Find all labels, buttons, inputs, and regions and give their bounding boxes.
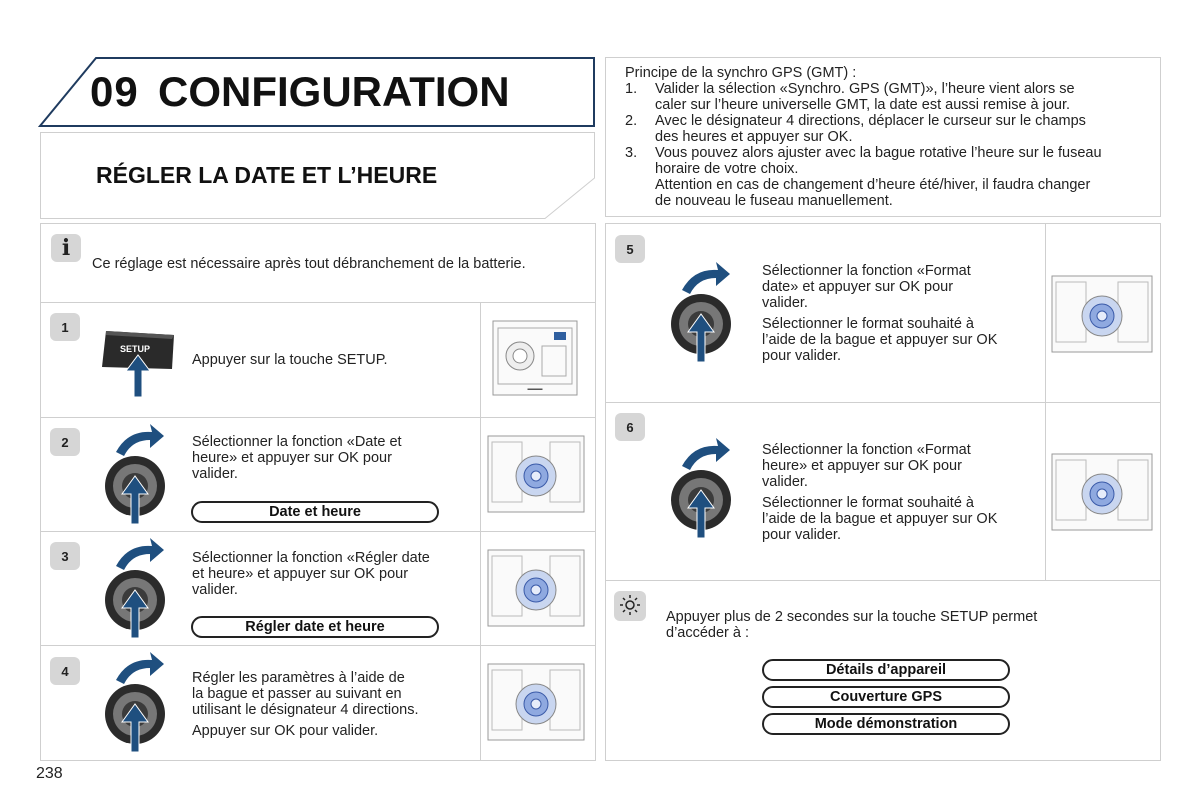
radio-panel-thumbnail [1050, 450, 1154, 536]
svg-text:▬▬▬: ▬▬▬ [527, 386, 543, 392]
setup-key-label: SETUP [119, 344, 151, 354]
step-2-text: Sélectionner la fonction «Date et heure» et appuyer sur OK pour valider. [192, 434, 402, 482]
rotary-knob-icon [668, 260, 734, 364]
step-badge-1: 1 [50, 313, 80, 341]
setup-key-icon [100, 325, 180, 400]
step-badge-2: 2 [50, 428, 80, 456]
step-badge-3: 3 [50, 542, 80, 570]
tip-text: Appuyer plus de 2 secondes sur la touche SETUP permet d’accéder à : [666, 609, 1038, 641]
menu-details-appareil[interactable]: Détails d’appareil [762, 659, 1010, 681]
step-6-text: Sélectionner la fonction «Format heure» et appuyer sur OK pour valider. Sélectionner le format souhaité à l’aide de la bague et appuyer sur OK pour valider. [762, 442, 998, 543]
rotary-knob-icon [102, 422, 168, 526]
chapter-number: 09 [90, 68, 139, 115]
rotary-knob-icon [668, 436, 734, 540]
radio-panel-thumbnail [1050, 272, 1154, 358]
step-5-text: Sélectionner la fonction «Format date» et appuyer sur OK pour valider. Sélectionner le format souhaité à l’aide de la bague et appuyer sur OK pour valider. [762, 263, 998, 364]
radio-panel-thumbnail [486, 432, 586, 518]
info-icon: i [51, 234, 81, 262]
menu-date-et-heure[interactable]: Date et heure [191, 501, 439, 523]
radio-panel-thumbnail [486, 660, 586, 746]
step-badge-6: 6 [615, 413, 645, 441]
step-badge-4: 4 [50, 657, 80, 685]
rotary-knob-icon [102, 650, 168, 754]
gps-sync-text: Principe de la synchro GPS (GMT) : 1. Valider la sélection «Synchro. GPS (GMT)», l’heure vient alors se caler sur l’heure universelle GMT, la date est aussi remise à jour. 2. Avec le désignateur 4 directions, déplacer le curseur sur le champs des heures et appuyer sur OK. 3. Vous pouvez alors ajuster avec la bague rotative l’heure sur le fuseau horaire de votre choix. Attention en cas de changement d’heure été/hiver, il faudra changer de nouveau le fuseau manuellement. [625, 65, 1102, 209]
tip-lightbulb-icon [614, 591, 646, 621]
menu-regler-date-et-heure[interactable]: Régler date et heure [191, 616, 439, 638]
radio-panel-thumbnail [486, 546, 586, 632]
step-4-text: Régler les paramètres à l’aide de la bague et passer au suivant en utilisant le désignateur 4 directions. Appuyer sur OK pour valider. [192, 670, 419, 739]
section-title: RÉGLER LA DATE ET L’HEURE [96, 162, 438, 188]
page-number: 238 [36, 765, 63, 782]
menu-mode-demonstration[interactable]: Mode démonstration [762, 713, 1010, 735]
rotary-knob-icon [102, 536, 168, 640]
step-1-text: Appuyer sur la touche SETUP. [192, 352, 388, 368]
chapter-title: CONFIGURATION [158, 68, 510, 115]
radio-panel-thumbnail [492, 320, 578, 396]
info-text: Ce réglage est nécessaire après tout débranchement de la batterie. [92, 256, 526, 272]
menu-couverture-gps[interactable]: Couverture GPS [762, 686, 1010, 708]
step-badge-5: 5 [615, 235, 645, 263]
step-3-text: Sélectionner la fonction «Régler date et heure» et appuyer sur OK pour valider. [192, 550, 430, 598]
